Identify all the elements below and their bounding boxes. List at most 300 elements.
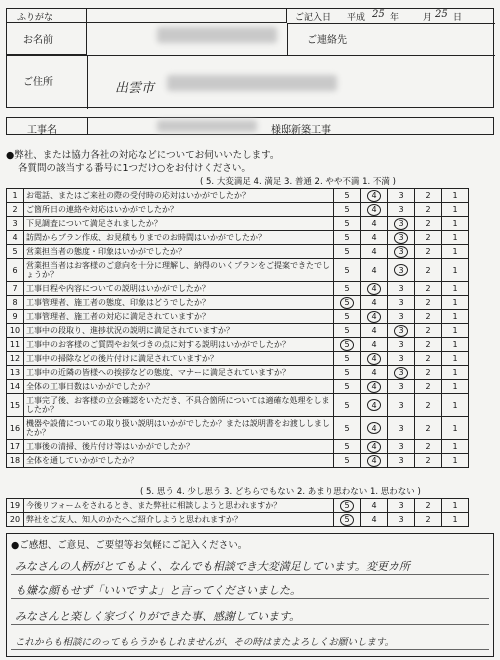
- score-option-5[interactable]: [334, 296, 361, 310]
- score-label: 1: [452, 382, 458, 391]
- selected-circle: [394, 246, 408, 258]
- work-name-label: 工事名: [27, 125, 57, 136]
- score-option-5[interactable]: [334, 440, 361, 454]
- question-number: 8: [7, 296, 24, 310]
- score-option-3[interactable]: [388, 296, 415, 310]
- question-text: 工事中の近隣の皆様への挨拶などの態度、マナーに満足されていますか？: [24, 366, 334, 380]
- score-option-1[interactable]: [442, 245, 469, 259]
- score-option-1[interactable]: [442, 282, 469, 296]
- question-text: 今後リフォームをされるとき、また弊社に相談しようと思われますか？: [24, 499, 334, 513]
- score-option-3[interactable]: [388, 245, 415, 259]
- question-number: 20: [7, 513, 24, 527]
- score-label: 4: [371, 219, 377, 228]
- question-row: [7, 380, 469, 394]
- score-label: 1: [452, 205, 458, 214]
- question-number: 4: [7, 231, 24, 245]
- redacted-address: [167, 75, 337, 91]
- score-label: 1: [452, 312, 458, 321]
- score-label: 5: [344, 368, 350, 377]
- score-option-3[interactable]: [388, 259, 415, 282]
- score-option-1[interactable]: [442, 454, 469, 468]
- comments-box: [6, 533, 494, 657]
- score-option-4[interactable]: [361, 324, 388, 338]
- score-label: 1: [452, 265, 458, 275]
- score-option-3[interactable]: [388, 366, 415, 380]
- score-label: 2: [425, 326, 431, 335]
- score-option-3[interactable]: [388, 324, 415, 338]
- question-text: 工事中の段取り、進捗状況の説明に満足されていますか？: [24, 324, 334, 338]
- score-label: 5: [344, 233, 350, 242]
- score-option-4[interactable]: [361, 454, 388, 468]
- score-option-1[interactable]: [442, 203, 469, 217]
- score-option-1[interactable]: [442, 259, 469, 282]
- score-label: 5: [344, 298, 350, 307]
- selected-circle: [367, 204, 381, 216]
- score-option-2[interactable]: [415, 380, 442, 394]
- score-label: 5: [344, 340, 350, 349]
- era-label: 平成: [347, 13, 366, 23]
- question-text: 下見調査について満足されましたか？: [24, 217, 334, 231]
- score-option-3[interactable]: [388, 203, 415, 217]
- selected-circle: [367, 381, 381, 393]
- score-label: 4: [371, 400, 377, 410]
- question-text: 工事完了後、お客様の立会確認をいただき、不具合箇所については適確な処理をしましたか？: [24, 394, 334, 417]
- address-value: 出雲市: [115, 81, 155, 96]
- score-label: 5: [344, 205, 350, 214]
- score-option-2[interactable]: [415, 296, 442, 310]
- score-option-5[interactable]: [334, 282, 361, 296]
- score-option-2[interactable]: [415, 394, 442, 417]
- score-label: 1: [452, 233, 458, 242]
- score-label: 4: [371, 233, 377, 242]
- selected-circle: [367, 311, 381, 323]
- score-option-4[interactable]: [361, 231, 388, 245]
- score-option-2[interactable]: [415, 352, 442, 366]
- score-label: 2: [425, 265, 431, 275]
- score-option-4[interactable]: [361, 217, 388, 231]
- score-label: 5: [344, 326, 350, 335]
- question-text: 工事中の掃除などの後片付けに満足されていますか？: [24, 352, 334, 366]
- score-option-2[interactable]: [415, 513, 442, 527]
- selected-circle: [340, 297, 354, 309]
- score-option-2[interactable]: [415, 259, 442, 282]
- score-option-3[interactable]: [388, 217, 415, 231]
- score-option-2[interactable]: [415, 310, 442, 324]
- score-option-5[interactable]: [334, 513, 361, 527]
- question-text: 機器や設備についての取り扱い説明はいかがでしたか？または説明書をお渡ししましたか？: [24, 417, 334, 440]
- question-number: 12: [7, 352, 24, 366]
- score-option-5[interactable]: [334, 324, 361, 338]
- score-label: 2: [425, 247, 431, 256]
- score-option-1[interactable]: [442, 231, 469, 245]
- score-label: 3: [398, 501, 404, 510]
- score-option-1[interactable]: [442, 440, 469, 454]
- score-option-5[interactable]: [334, 454, 361, 468]
- score-option-2[interactable]: [415, 417, 442, 440]
- score-option-5[interactable]: [334, 394, 361, 417]
- score-label: 1: [452, 442, 458, 451]
- score-option-5[interactable]: [334, 417, 361, 440]
- selected-circle: [394, 232, 408, 244]
- score-option-2[interactable]: [415, 282, 442, 296]
- score-option-1[interactable]: [442, 217, 469, 231]
- score-option-1[interactable]: [442, 513, 469, 527]
- score-label: 3: [398, 400, 404, 410]
- score-option-4[interactable]: [361, 296, 388, 310]
- score-option-1[interactable]: [442, 310, 469, 324]
- score-option-1[interactable]: [442, 417, 469, 440]
- question-number: 3: [7, 217, 24, 231]
- score-option-5[interactable]: [334, 366, 361, 380]
- score-option-4[interactable]: [361, 417, 388, 440]
- score-label: 3: [398, 312, 404, 321]
- score-option-3[interactable]: [388, 513, 415, 527]
- score-option-4[interactable]: [361, 282, 388, 296]
- question-row: [7, 203, 469, 217]
- score-label: 3: [398, 219, 404, 228]
- score-label: 4: [371, 340, 377, 349]
- question-number: 18: [7, 454, 24, 468]
- score-label: 1: [452, 456, 458, 465]
- date-label: ご記入日: [295, 13, 332, 23]
- score-label: 1: [452, 501, 458, 510]
- score-option-3[interactable]: [388, 454, 415, 468]
- scale-legend-1: ( 5. 大変満足 4. 満足 3. 普通 2. やや不満 1. 不満 ): [200, 177, 396, 187]
- question-number: 10: [7, 324, 24, 338]
- score-label: 4: [371, 515, 377, 524]
- question-row: [7, 513, 469, 527]
- question-row: [7, 231, 469, 245]
- question-row: [7, 499, 469, 513]
- question-text: 工事中のお客様のご質問やお気づきの点に対する説明はいかがでしたか？: [24, 338, 334, 352]
- score-option-4[interactable]: [361, 499, 388, 513]
- comments-prompt: ●ご感想、ご意見、ご要望等お気軽にご記入ください。: [11, 540, 248, 551]
- score-label: 4: [371, 456, 377, 465]
- score-option-5[interactable]: [334, 231, 361, 245]
- score-option-4[interactable]: [361, 203, 388, 217]
- score-label: 5: [344, 354, 350, 363]
- score-option-2[interactable]: [415, 324, 442, 338]
- score-label: 2: [425, 340, 431, 349]
- selected-circle: [394, 367, 408, 379]
- score-label: 2: [425, 400, 431, 410]
- question-row: [7, 338, 469, 352]
- year-suffix: 年: [390, 13, 400, 23]
- score-option-5[interactable]: [334, 217, 361, 231]
- score-option-5[interactable]: [334, 203, 361, 217]
- question-text: お電話、またはご来社の際の受付時の応対はいかがでしたか？: [24, 189, 334, 203]
- question-number: 15: [7, 394, 24, 417]
- score-label: 4: [371, 191, 377, 200]
- selected-circle: [394, 325, 408, 337]
- score-label: 3: [398, 382, 404, 391]
- score-option-2[interactable]: [415, 454, 442, 468]
- question-row: [7, 440, 469, 454]
- score-option-2[interactable]: [415, 189, 442, 203]
- score-label: 1: [452, 247, 458, 256]
- score-label: 2: [425, 442, 431, 451]
- question-row: [7, 366, 469, 380]
- score-option-4[interactable]: [361, 440, 388, 454]
- score-label: 4: [371, 298, 377, 307]
- score-label: 3: [398, 456, 404, 465]
- score-option-5[interactable]: [334, 189, 361, 203]
- question-row: [7, 454, 469, 468]
- score-option-1[interactable]: [442, 324, 469, 338]
- score-label: 2: [425, 501, 431, 510]
- question-row: [7, 296, 469, 310]
- question-row: [7, 259, 469, 282]
- score-label: 2: [425, 515, 431, 524]
- score-label: 1: [452, 368, 458, 377]
- score-label: 1: [452, 298, 458, 307]
- score-option-2[interactable]: [415, 245, 442, 259]
- satisfaction-table: [6, 188, 469, 468]
- score-label: 3: [398, 284, 404, 293]
- recommend-table: [6, 498, 469, 527]
- score-label: 4: [371, 501, 377, 510]
- question-row: [7, 217, 469, 231]
- work-name-suffix: 様邸新築工事: [271, 125, 331, 136]
- score-option-4[interactable]: [361, 338, 388, 352]
- question-number: 9: [7, 310, 24, 324]
- score-label: 3: [398, 515, 404, 524]
- score-option-5[interactable]: [334, 245, 361, 259]
- score-option-4[interactable]: [361, 310, 388, 324]
- score-label: 1: [452, 191, 458, 200]
- score-label: 4: [371, 442, 377, 451]
- score-label: 5: [344, 423, 350, 433]
- score-label: 3: [398, 191, 404, 200]
- score-option-3[interactable]: [388, 310, 415, 324]
- question-text: 訪問からプラン作成、お見積もりまでのお時間はいかがでしたか？: [24, 231, 334, 245]
- question-number: 11: [7, 338, 24, 352]
- question-text: ご箇所日の連絡や対応はいかがでしたか？: [24, 203, 334, 217]
- score-label: 2: [425, 368, 431, 377]
- scale-legend-2: ( 5. 思う 4. 少し思う 3. どちらでもない 2. あまり思わない 1. 思わない ): [140, 487, 421, 497]
- score-option-4[interactable]: [361, 366, 388, 380]
- score-label: 5: [344, 501, 350, 510]
- score-option-1[interactable]: [442, 366, 469, 380]
- question-number: 1: [7, 189, 24, 203]
- score-option-5[interactable]: [334, 499, 361, 513]
- score-option-1[interactable]: [442, 338, 469, 352]
- question-row: [7, 417, 469, 440]
- score-option-4[interactable]: [361, 380, 388, 394]
- score-option-3[interactable]: [388, 189, 415, 203]
- score-option-4[interactable]: [361, 394, 388, 417]
- day-suffix: 日: [453, 13, 463, 23]
- question-text: 工事管理者、施工者の態度、印象はどうでしたか？: [24, 296, 334, 310]
- selected-circle: [367, 283, 381, 295]
- score-option-3[interactable]: [388, 282, 415, 296]
- month-suffix: 月: [423, 13, 433, 23]
- question-text: 工事後の清掃、後片付け等はいかがでしたか？: [24, 440, 334, 454]
- score-option-3[interactable]: [388, 338, 415, 352]
- work-name-box: [6, 117, 494, 135]
- question-number: 16: [7, 417, 24, 440]
- question-number: 19: [7, 499, 24, 513]
- score-option-1[interactable]: [442, 499, 469, 513]
- score-label: 5: [344, 400, 350, 410]
- score-option-4[interactable]: [361, 513, 388, 527]
- score-label: 1: [452, 340, 458, 349]
- selected-circle: [394, 264, 408, 276]
- score-label: 1: [452, 326, 458, 335]
- score-label: 2: [425, 298, 431, 307]
- score-option-4[interactable]: [361, 189, 388, 203]
- score-option-1[interactable]: [442, 189, 469, 203]
- score-option-2[interactable]: [415, 440, 442, 454]
- score-label: 2: [425, 284, 431, 293]
- comment-line-4: これからも相談にのってもらうかもしれませんが、その時はまたよろしくお願いします。: [15, 637, 395, 648]
- date-year: 25: [372, 9, 385, 20]
- score-label: 4: [371, 265, 377, 275]
- selected-circle: [367, 455, 381, 467]
- question-text: 弊社をご友人、知人のかたへご紹介しようと思われますか？: [24, 513, 334, 527]
- score-label: 1: [452, 219, 458, 228]
- score-label: 1: [452, 423, 458, 433]
- score-option-2[interactable]: [415, 366, 442, 380]
- score-option-4[interactable]: [361, 245, 388, 259]
- score-option-3[interactable]: [388, 380, 415, 394]
- score-option-2[interactable]: [415, 203, 442, 217]
- score-label: 3: [398, 298, 404, 307]
- date-day: 25: [435, 9, 448, 20]
- score-option-3[interactable]: [388, 352, 415, 366]
- selected-circle: [340, 514, 354, 526]
- score-option-2[interactable]: [415, 338, 442, 352]
- score-label: 5: [344, 284, 350, 293]
- score-option-2[interactable]: [415, 499, 442, 513]
- score-option-1[interactable]: [442, 296, 469, 310]
- score-label: 2: [425, 312, 431, 321]
- intro-line1: ●弊社、または協力各社の対応などについてお伺いいたします。: [6, 150, 280, 161]
- score-label: 2: [425, 354, 431, 363]
- score-label: 5: [344, 219, 350, 228]
- score-label: 3: [398, 247, 404, 256]
- question-text: 工事日程や内容についての説明はいかがでしたか？: [24, 282, 334, 296]
- question-text: 営業担当者の態度・印象はいかがでしたか？: [24, 245, 334, 259]
- selected-circle: [394, 218, 408, 230]
- score-option-5[interactable]: [334, 310, 361, 324]
- score-label: 2: [425, 219, 431, 228]
- score-label: 3: [398, 340, 404, 349]
- question-text: 全体の工事日数はいかがでしたか？: [24, 380, 334, 394]
- score-option-5[interactable]: [334, 259, 361, 282]
- score-option-4[interactable]: [361, 352, 388, 366]
- score-option-1[interactable]: [442, 394, 469, 417]
- selected-circle: [340, 500, 354, 512]
- question-row: [7, 310, 469, 324]
- selected-circle: [367, 441, 381, 453]
- score-label: 1: [452, 284, 458, 293]
- selected-circle: [367, 190, 381, 202]
- question-number: 2: [7, 203, 24, 217]
- score-option-1[interactable]: [442, 352, 469, 366]
- question-row: [7, 352, 469, 366]
- intro-line2: 各質問の該当する番号に1つだけ○をお付けください。: [18, 163, 251, 174]
- address-label: ご住所: [23, 77, 53, 88]
- score-label: 3: [398, 265, 404, 275]
- question-row: [7, 282, 469, 296]
- score-label: 4: [371, 205, 377, 214]
- name-label: お名前: [23, 35, 53, 46]
- score-label: 1: [452, 400, 458, 410]
- score-label: 4: [371, 284, 377, 293]
- score-label: 5: [344, 247, 350, 256]
- score-label: 4: [371, 382, 377, 391]
- furigana-label: ふりがな: [17, 13, 54, 23]
- score-option-1[interactable]: [442, 380, 469, 394]
- question-number: 7: [7, 282, 24, 296]
- score-option-5[interactable]: [334, 352, 361, 366]
- comment-line-3: みなさんと楽しく家づくりができた事、感謝しています。: [15, 610, 301, 623]
- score-label: 3: [398, 326, 404, 335]
- score-label: 3: [398, 233, 404, 242]
- question-row: [7, 324, 469, 338]
- score-label: 1: [452, 354, 458, 363]
- score-option-5[interactable]: [334, 380, 361, 394]
- score-label: 2: [425, 456, 431, 465]
- question-text: 全体を通していかがでしたか？: [24, 454, 334, 468]
- score-label: 4: [371, 312, 377, 321]
- score-label: 5: [344, 456, 350, 465]
- score-option-4[interactable]: [361, 259, 388, 282]
- question-number: 14: [7, 380, 24, 394]
- selected-circle: [340, 339, 354, 351]
- question-text: 工事管理者、施工者の対応に満足されていますか？: [24, 310, 334, 324]
- score-option-2[interactable]: [415, 231, 442, 245]
- score-label: 1: [452, 515, 458, 524]
- score-option-3[interactable]: [388, 440, 415, 454]
- score-label: 5: [344, 265, 350, 275]
- score-label: 4: [371, 368, 377, 377]
- score-label: 2: [425, 382, 431, 391]
- score-label: 3: [398, 205, 404, 214]
- score-label: 5: [344, 191, 350, 200]
- score-option-3[interactable]: [388, 394, 415, 417]
- score-label: 4: [371, 423, 377, 433]
- score-label: 2: [425, 205, 431, 214]
- score-label: 4: [371, 326, 377, 335]
- score-option-3[interactable]: [388, 499, 415, 513]
- question-number: 17: [7, 440, 24, 454]
- score-label: 2: [425, 191, 431, 200]
- redacted-name: [157, 27, 277, 43]
- score-label: 2: [425, 423, 431, 433]
- question-text: 営業担当者はお客様のご意向を十分に理解し、納得のいくプランをご提案できたでしょうか？: [24, 259, 334, 282]
- question-number: 13: [7, 366, 24, 380]
- question-number: 5: [7, 245, 24, 259]
- score-label: 5: [344, 382, 350, 391]
- score-option-3[interactable]: [388, 231, 415, 245]
- score-label: 3: [398, 442, 404, 451]
- score-option-5[interactable]: [334, 338, 361, 352]
- question-number: 6: [7, 259, 24, 282]
- score-label: 3: [398, 423, 404, 433]
- score-label: 4: [371, 247, 377, 256]
- score-label: 5: [344, 442, 350, 451]
- score-label: 2: [425, 233, 431, 242]
- selected-circle: [367, 353, 381, 365]
- score-option-3[interactable]: [388, 417, 415, 440]
- score-label: 3: [398, 368, 404, 377]
- selected-circle: [367, 399, 381, 411]
- score-label: 3: [398, 354, 404, 363]
- score-option-2[interactable]: [415, 217, 442, 231]
- redacted-work-name: [157, 120, 257, 132]
